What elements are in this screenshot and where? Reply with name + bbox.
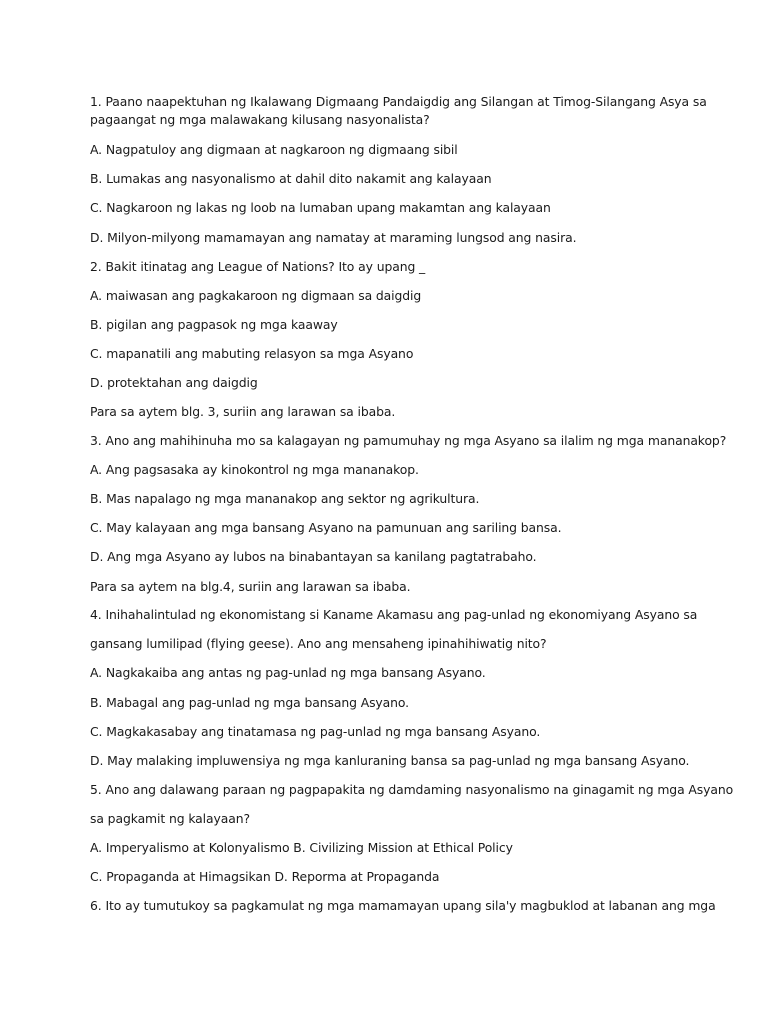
question-6-line-1: 6. Ito ay tumutukoy sa pagkamulat ng mga mamamayan upang sila'y magbuklod at labanan ang mga <box>90 898 716 913</box>
item-4-instruction: Para sa aytem na blg.4, suriin ang larawan sa ibaba. <box>90 579 411 594</box>
question-2-choice-d: D. protektahan ang daigdig <box>90 375 258 390</box>
item-3-instruction: Para sa aytem blg. 3, suriin ang larawan sa ibaba. <box>90 404 396 419</box>
question-4-choice-c: C. Magkakasabay ang tinatamasa ng pag-unlad ng mga bansang Asyano. <box>90 724 541 739</box>
question-5-choices-c-d: C. Propaganda at Himagsikan D. Reporma at Propaganda <box>90 869 440 884</box>
question-4-choice-b: B. Mabagal ang pag-unlad ng mga bansang Asyano. <box>90 695 409 710</box>
question-5-line-1: 5. Ano ang dalawang paraan ng pagpapakita ng damdaming nasyonalismo na ginagamit ng mga Asyano <box>90 782 734 797</box>
question-1-choice-b: B. Lumakas ang nasyonalismo at dahil dito nakamit ang kalayaan <box>90 171 492 186</box>
question-4-line-2: gansang lumilipad (flying geese). Ano ang mensaheng ipinahihiwatig nito? <box>90 636 547 651</box>
question-1-line-2: pagaangat ng mga malawakang kilusang nasyonalista? <box>90 112 430 127</box>
question-1-choice-d: D. Milyon-milyong mamamayan ang namatay at maraming lungsod ang nasira. <box>90 230 577 245</box>
question-4-line-1: 4. Inihahalintulad ng ekonomistang si Kaname Akamasu ang pag-unlad ng ekonomiyang Asyano sa <box>90 607 698 622</box>
question-2-choice-a: A. maiwasan ang pagkakaroon ng digmaan sa daigdig <box>90 288 422 303</box>
question-3-choice-c: C. May kalayaan ang mga bansang Asyano na pamunuan ang sariling bansa. <box>90 520 562 535</box>
question-1-choice-a: A. Nagpatuloy ang digmaan at nagkaroon ng digmaang sibil <box>90 142 458 157</box>
question-1-line-1: 1. Paano naapektuhan ng Ikalawang Digmaang Pandaigdig ang Silangan at Timog-Silangang Asya sa <box>90 94 707 109</box>
question-5-choices-a-b: A. Imperyalismo at Kolonyalismo B. Civilizing Mission at Ethical Policy <box>90 840 513 855</box>
question-2-choice-b: B. pigilan ang pagpasok ng mga kaaway <box>90 317 338 332</box>
question-3-choice-d: D. Ang mga Asyano ay lubos na binabantayan sa kanilang pagtatrabaho. <box>90 549 537 564</box>
question-4-choice-d: D. May malaking impluwensiya ng mga kanluraning bansa sa pag-unlad ng mga bansang Asyano. <box>90 753 690 768</box>
question-1-choice-c: C. Nagkaroon ng lakas ng loob na lumaban upang makamtan ang kalayaan <box>90 200 551 215</box>
question-3-choice-a: A. Ang pagsasaka ay kinokontrol ng mga mananakop. <box>90 462 419 477</box>
question-3: 3. Ano ang mahihinuha mo sa kalagayan ng pamumuhay ng mga Asyano sa ilalim ng mga mananakop? <box>90 433 727 448</box>
question-2: 2. Bakit itinatag ang League of Nations? Ito ay upang _ <box>90 259 426 274</box>
question-2-choice-c: C. mapanatili ang mabuting relasyon sa mga Asyano <box>90 346 414 361</box>
question-4-choice-a: A. Nagkakaiba ang antas ng pag-unlad ng mga bansang Asyano. <box>90 665 486 680</box>
question-3-choice-b: B. Mas napalago ng mga mananakop ang sektor ng agrikultura. <box>90 491 480 506</box>
question-5-line-2: sa pagkamit ng kalayaan? <box>90 811 250 826</box>
